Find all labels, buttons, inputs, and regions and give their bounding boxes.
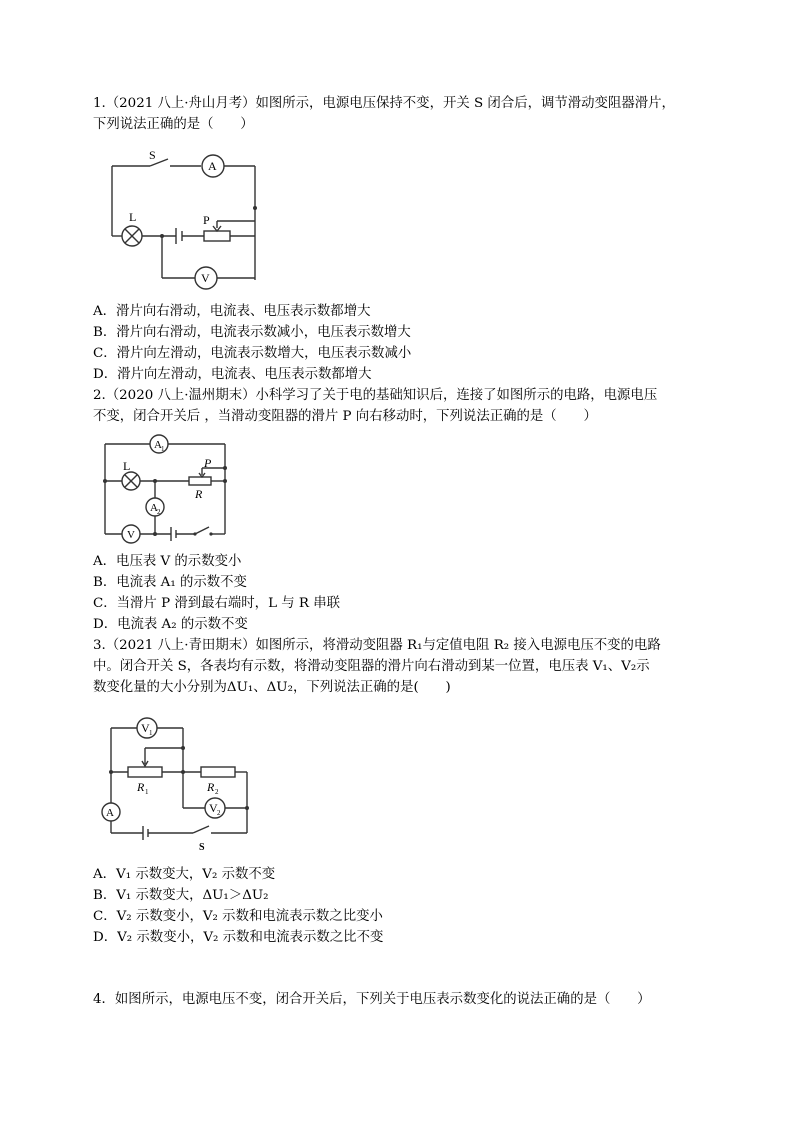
q3-option-c: C．V₂ 示数变小，V₂ 示数和电流表示数之比变小 [93, 909, 383, 924]
q2-stem-line2: 不变，闭合开关后 ，当滑动变阻器的滑片 P 向右移动时，下列说法正确的是（ ） [93, 409, 597, 424]
q1-lamp-label: L [129, 210, 137, 224]
q2-option-b: B．电流表 A₁ 的示数不变 [93, 575, 247, 590]
q2-lamp-label: L [123, 459, 131, 473]
q3-r2-label: R [207, 780, 215, 794]
q3-stem-line2: 中。闭合开关 S，各表均有示数，将滑动变阻器的滑片向右滑动到某一位置，电压表 V₁、V₂示 [93, 659, 650, 674]
q2-slider-label: P [204, 456, 212, 470]
q3-circuit-diagram [97, 708, 257, 853]
q3-stem-line3: 数变化量的大小分别为ΔU₁、ΔU₂，下列说法正确的是( ) [93, 680, 451, 695]
q2-stem-line1: 2.（2020 八上·温州期末）小科学习了关于电的基础知识后，连接了如图所示的电路，电源电压 [93, 388, 658, 403]
q2-option-c: C．当滑片 P 滑到最右端时，L 与 R 串联 [93, 596, 340, 611]
q2-ammeter1-label: A [154, 439, 162, 451]
q3-r1-label: R [137, 780, 145, 794]
q4-stem-line1: 4．如图所示，电源电压不变，闭合开关后，下列关于电压表示数变化的说法正确的是（ ） [93, 992, 651, 1007]
q3-ammeter-label: A [106, 807, 114, 819]
q2-circuit-diagram [95, 432, 235, 547]
q3-r2-sub: 2 [215, 788, 219, 796]
q3-option-a: A．V₁ 示数变大，V₂ 示数不变 [93, 867, 276, 882]
q1-option-a: A．滑片向右滑动，电流表、电压表示数都增大 [93, 304, 371, 319]
q1-option-c: C．滑片向左滑动，电流表示数增大，电压表示数减小 [93, 346, 412, 361]
q2-option-d: D．电流表 A₂ 的示数不变 [93, 617, 248, 632]
q1-option-d: D．滑片向左滑动，电流表、电压表示数都增大 [93, 367, 372, 382]
q3-v1-label: V [141, 721, 150, 735]
q1-switch-label: S [149, 148, 156, 162]
q2-option-a: A．电压表 V 的示数变小 [93, 554, 242, 569]
q3-v1-sub: 1 [149, 729, 153, 737]
q1-option-b: B．滑片向右滑动，电流表示数减小，电压表示数增大 [93, 325, 411, 340]
q1-ammeter-label: A [208, 159, 217, 173]
q2-voltmeter-label: V [127, 529, 135, 541]
q1-slider-label: P [203, 213, 210, 227]
q3-stem-line1: 3.（2021 八上·青田期末）如图所示，将滑动变阻器 R₁与定值电阻 R₂ 接入电源电压不变的电路 [93, 638, 661, 653]
q3-v2-label: V [209, 801, 218, 815]
q2-ammeter1-sub: 1 [161, 445, 165, 453]
q3-r1-sub: 1 [145, 788, 149, 796]
q3-option-d: D．V₂ 示数变小，V₂ 示数和电流表示数之比不变 [93, 930, 384, 945]
q3-switch-label: S [199, 842, 205, 853]
q1-stem-line2: 下列说法正确的是（ ） [93, 117, 254, 132]
q2-resistor-label: R [195, 487, 203, 501]
q1-voltmeter-label: V [201, 271, 210, 285]
q2-ammeter2-sub: 2 [157, 508, 161, 516]
q1-circuit-diagram [100, 140, 270, 290]
q1-stem-line1: 1.（2021 八上·舟山月考）如图所示，电源电压保持不变，开关 S 闭合后，调节滑动变阻器滑片， [93, 96, 675, 111]
q3-option-b: B．V₁ 示数变大，ΔU₁＞ΔU₂ [93, 888, 269, 903]
q3-v2-sub: 2 [217, 809, 221, 817]
q2-ammeter2-label: A [150, 502, 158, 514]
